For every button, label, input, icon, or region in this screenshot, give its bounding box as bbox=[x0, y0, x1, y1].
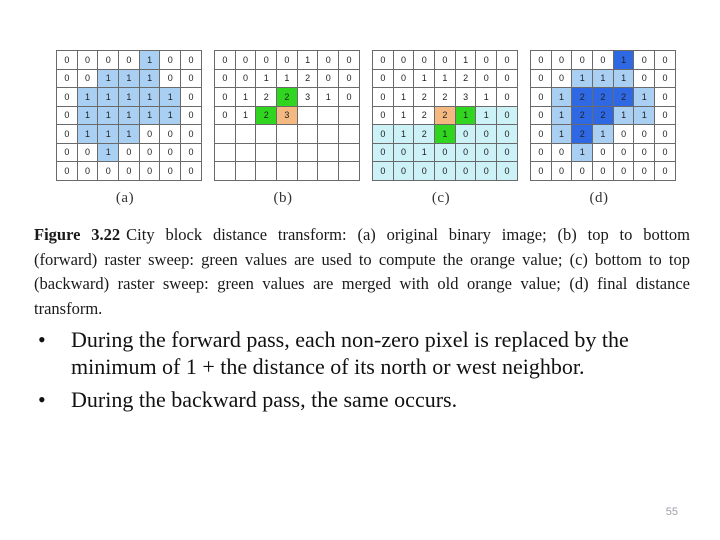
grid-cell: 0 bbox=[215, 88, 236, 107]
grid-cell: 1 bbox=[160, 88, 181, 107]
bullet-text: During the backward pass, the same occurs. bbox=[71, 387, 458, 412]
grid-cell: 0 bbox=[181, 162, 202, 181]
grid-cell: 2 bbox=[572, 88, 593, 107]
grid-cell bbox=[318, 143, 339, 162]
grid-cell: 1 bbox=[119, 88, 140, 107]
bullet-item bbox=[38, 386, 678, 413]
grid-cell: 1 bbox=[572, 143, 593, 162]
grid-cell: 0 bbox=[77, 51, 98, 70]
grid-cell: 0 bbox=[139, 125, 160, 144]
grid-cell: 0 bbox=[497, 125, 518, 144]
grid-cell: 0 bbox=[57, 69, 78, 88]
grid-cell: 0 bbox=[393, 143, 414, 162]
grid-cell: 0 bbox=[435, 162, 456, 181]
grid-cell: 0 bbox=[572, 162, 593, 181]
grid-cell: 1 bbox=[98, 106, 119, 125]
grid-cell bbox=[256, 143, 277, 162]
grid-cell: 2 bbox=[613, 88, 634, 107]
grid-cell: 0 bbox=[613, 143, 634, 162]
grid-cell: 1 bbox=[476, 88, 497, 107]
grid-cell: 1 bbox=[77, 88, 98, 107]
grid-cell: 0 bbox=[57, 125, 78, 144]
grid-row bbox=[373, 51, 518, 70]
grid-cell: 0 bbox=[373, 51, 394, 70]
grid-cell bbox=[339, 143, 360, 162]
grid-cell: 1 bbox=[297, 51, 318, 70]
grid-cell: 0 bbox=[235, 69, 256, 88]
grid-cell: 0 bbox=[634, 143, 655, 162]
grid-cell: 2 bbox=[256, 88, 277, 107]
grid-cell: 2 bbox=[414, 106, 435, 125]
grid-cell: 0 bbox=[119, 143, 140, 162]
grid-cell: 1 bbox=[77, 125, 98, 144]
grid-cell: 0 bbox=[57, 88, 78, 107]
bullet-item bbox=[38, 326, 678, 380]
grid-cell: 0 bbox=[256, 51, 277, 70]
figure-panel bbox=[56, 50, 194, 207]
grid-cell: 0 bbox=[57, 51, 78, 70]
figure-panel bbox=[214, 50, 352, 207]
grid-cell: 0 bbox=[497, 162, 518, 181]
grid-cell: 1 bbox=[414, 69, 435, 88]
grid-cell: 1 bbox=[139, 88, 160, 107]
grid-row bbox=[531, 106, 676, 125]
grid-cell: 0 bbox=[497, 143, 518, 162]
grid-cell: 2 bbox=[455, 69, 476, 88]
grid-cell: 0 bbox=[531, 69, 552, 88]
grid-cell: 0 bbox=[373, 88, 394, 107]
grid-cell: 1 bbox=[98, 125, 119, 144]
grid-cell bbox=[277, 125, 298, 144]
grid-cell: 0 bbox=[613, 125, 634, 144]
grid-cell: 0 bbox=[215, 69, 236, 88]
grid-cell: 0 bbox=[215, 51, 236, 70]
grid-cell: 0 bbox=[393, 69, 414, 88]
grid-cell: 0 bbox=[393, 51, 414, 70]
grid-cell: 3 bbox=[297, 88, 318, 107]
grid-cell: 1 bbox=[139, 51, 160, 70]
grid-cell: 1 bbox=[634, 88, 655, 107]
grid-row bbox=[215, 162, 360, 181]
grid-cell: 0 bbox=[119, 51, 140, 70]
grid-cell bbox=[339, 162, 360, 181]
grid-cell: 0 bbox=[181, 88, 202, 107]
grid-cell bbox=[297, 125, 318, 144]
page-number: 55 bbox=[665, 506, 678, 518]
grid-cell: 0 bbox=[339, 69, 360, 88]
grid-cell: 1 bbox=[235, 88, 256, 107]
grid-cell: 1 bbox=[634, 106, 655, 125]
panel-label: (c) bbox=[431, 189, 451, 206]
grid-cell: 0 bbox=[476, 69, 497, 88]
grid-cell: 2 bbox=[435, 106, 456, 125]
grid-cell: 2 bbox=[277, 88, 298, 107]
grid-cell bbox=[297, 106, 318, 125]
caption-line-1 bbox=[34, 223, 690, 248]
grid-cell: 1 bbox=[98, 88, 119, 107]
grid-cell: 0 bbox=[593, 143, 614, 162]
grid-cell: 0 bbox=[551, 162, 572, 181]
grid-cell bbox=[235, 125, 256, 144]
grid-cell: 0 bbox=[339, 51, 360, 70]
grid-cell: 0 bbox=[455, 162, 476, 181]
grid-cell: 0 bbox=[318, 69, 339, 88]
grid-cell: 1 bbox=[235, 106, 256, 125]
grid-cell: 0 bbox=[277, 51, 298, 70]
grid-cell bbox=[297, 143, 318, 162]
grid-row bbox=[373, 88, 518, 107]
grid-cell: 0 bbox=[497, 51, 518, 70]
grid-cell: 0 bbox=[414, 51, 435, 70]
bullet-list bbox=[38, 326, 678, 419]
grid-row bbox=[57, 106, 202, 125]
grid-cell: 0 bbox=[373, 143, 394, 162]
grid-row bbox=[373, 143, 518, 162]
figure-panel bbox=[530, 50, 668, 207]
grid-cell: 0 bbox=[57, 143, 78, 162]
panel-label: (b) bbox=[273, 189, 293, 206]
grid-cell: 0 bbox=[139, 143, 160, 162]
bullet-marker: • bbox=[38, 327, 46, 352]
grid-cell: 1 bbox=[455, 106, 476, 125]
grid-cell: 1 bbox=[613, 106, 634, 125]
grid-cell: 0 bbox=[181, 51, 202, 70]
grid-cell: 0 bbox=[476, 143, 497, 162]
grid-cell: 0 bbox=[373, 69, 394, 88]
grid-cell: 0 bbox=[339, 88, 360, 107]
grid-cell: 1 bbox=[435, 125, 456, 144]
grid-cell bbox=[277, 162, 298, 181]
grid-cell: 0 bbox=[551, 51, 572, 70]
grid-cell: 0 bbox=[634, 69, 655, 88]
grid-cell: 0 bbox=[531, 51, 552, 70]
grid-cell bbox=[318, 162, 339, 181]
grid-cell: 0 bbox=[634, 125, 655, 144]
grid-cell: 0 bbox=[613, 162, 634, 181]
grid-cell: 1 bbox=[551, 106, 572, 125]
grid-cell: 0 bbox=[655, 143, 676, 162]
grid-cell: 0 bbox=[655, 69, 676, 88]
grid-cell: 1 bbox=[613, 51, 634, 70]
grid-cell: 1 bbox=[119, 69, 140, 88]
grid-cell: 0 bbox=[551, 69, 572, 88]
grid-cell: 0 bbox=[435, 143, 456, 162]
grid-row bbox=[531, 162, 676, 181]
grid-cell: 0 bbox=[181, 125, 202, 144]
grid-cell: 1 bbox=[277, 69, 298, 88]
grid-cell bbox=[339, 106, 360, 125]
grid-cell: 0 bbox=[531, 143, 552, 162]
grid-cell bbox=[235, 162, 256, 181]
figure-caption bbox=[34, 223, 690, 321]
grid-cell: 3 bbox=[455, 88, 476, 107]
grid-row bbox=[57, 162, 202, 181]
grid-cell: 0 bbox=[476, 125, 497, 144]
grid-row bbox=[57, 125, 202, 144]
grid-row bbox=[373, 69, 518, 88]
grid-cell: 1 bbox=[256, 69, 277, 88]
grid-cell: 0 bbox=[77, 143, 98, 162]
grid-cell: 2 bbox=[435, 88, 456, 107]
grid-cell: 1 bbox=[613, 69, 634, 88]
grid-cell: 2 bbox=[572, 106, 593, 125]
distance-grid bbox=[214, 50, 360, 181]
grid-cell: 2 bbox=[256, 106, 277, 125]
grid-cell: 1 bbox=[393, 125, 414, 144]
grid-row bbox=[215, 125, 360, 144]
grid-cell: 0 bbox=[455, 143, 476, 162]
grid-cell: 0 bbox=[476, 51, 497, 70]
grid-cell: 1 bbox=[414, 143, 435, 162]
grid-cell: 1 bbox=[119, 125, 140, 144]
grid-cell: 2 bbox=[572, 125, 593, 144]
grid-cell: 1 bbox=[393, 88, 414, 107]
grid-cell: 0 bbox=[181, 69, 202, 88]
grid-cell: 1 bbox=[593, 69, 614, 88]
caption-line-4: transform. bbox=[34, 298, 103, 318]
grid-cell: 0 bbox=[593, 51, 614, 70]
grid-cell bbox=[339, 125, 360, 144]
grid-cell: 0 bbox=[77, 69, 98, 88]
grid-cell bbox=[235, 143, 256, 162]
grid-cell: 0 bbox=[655, 106, 676, 125]
grid-cell: 0 bbox=[373, 125, 394, 144]
grid-cell: 0 bbox=[655, 125, 676, 144]
grid-cell bbox=[318, 125, 339, 144]
grid-cell: 0 bbox=[215, 106, 236, 125]
grid-cell: 1 bbox=[119, 106, 140, 125]
grid-row bbox=[57, 143, 202, 162]
grid-cell: 1 bbox=[318, 88, 339, 107]
grid-cell: 0 bbox=[160, 125, 181, 144]
grid-cell: 0 bbox=[551, 143, 572, 162]
panel-label: (d) bbox=[589, 189, 609, 206]
grid-cell: 1 bbox=[139, 69, 160, 88]
bullet-marker: • bbox=[38, 387, 46, 412]
grid-row bbox=[215, 51, 360, 70]
grid-row bbox=[215, 88, 360, 107]
figure-panel bbox=[372, 50, 510, 207]
grid-row bbox=[215, 143, 360, 162]
grid-cell bbox=[215, 162, 236, 181]
grid-cell bbox=[277, 143, 298, 162]
grid-cell: 0 bbox=[57, 162, 78, 181]
grid-cell: 0 bbox=[160, 143, 181, 162]
grid-cell: 0 bbox=[655, 51, 676, 70]
grid-row bbox=[531, 51, 676, 70]
grid-row bbox=[531, 143, 676, 162]
grid-cell: 0 bbox=[497, 69, 518, 88]
grid-cell bbox=[318, 106, 339, 125]
grid-cell: 1 bbox=[98, 69, 119, 88]
grid-cell: 1 bbox=[476, 106, 497, 125]
grid-row bbox=[531, 69, 676, 88]
grid-cell: 1 bbox=[572, 69, 593, 88]
grid-cell bbox=[256, 162, 277, 181]
grid-cell: 0 bbox=[57, 106, 78, 125]
caption-line-3: (backward) raster sweep: green values are merged with old orange value; (d) final distance bbox=[34, 274, 690, 293]
grid-cell: 0 bbox=[373, 106, 394, 125]
grid-cell: 0 bbox=[497, 106, 518, 125]
grid-row bbox=[215, 69, 360, 88]
grid-cell bbox=[297, 162, 318, 181]
grid-cell: 0 bbox=[77, 162, 98, 181]
panel-label: (a) bbox=[115, 189, 135, 206]
grid-cell bbox=[256, 125, 277, 144]
distance-grid bbox=[56, 50, 202, 181]
grid-cell: 0 bbox=[160, 51, 181, 70]
distance-grid bbox=[372, 50, 518, 181]
grid-cell: 0 bbox=[531, 125, 552, 144]
grid-cell: 1 bbox=[435, 69, 456, 88]
grid-row bbox=[373, 125, 518, 144]
grid-cell: 0 bbox=[634, 51, 655, 70]
grid-row bbox=[373, 162, 518, 181]
grid-cell: 0 bbox=[119, 162, 140, 181]
grid-cell: 1 bbox=[98, 143, 119, 162]
grid-cell: 0 bbox=[160, 69, 181, 88]
grid-cell: 1 bbox=[551, 88, 572, 107]
grid-cell bbox=[215, 143, 236, 162]
grid-row bbox=[215, 106, 360, 125]
distance-grid bbox=[530, 50, 676, 181]
grid-cell: 1 bbox=[593, 125, 614, 144]
figure-label: Figure 3.22 bbox=[34, 225, 121, 244]
grid-cell: 2 bbox=[593, 106, 614, 125]
grid-cell: 1 bbox=[455, 51, 476, 70]
grid-cell: 0 bbox=[531, 88, 552, 107]
grid-cell: 1 bbox=[160, 106, 181, 125]
grid-cell: 0 bbox=[634, 162, 655, 181]
grid-cell: 2 bbox=[414, 88, 435, 107]
grid-row bbox=[57, 51, 202, 70]
grid-cell: 3 bbox=[277, 106, 298, 125]
grid-cell: 0 bbox=[414, 162, 435, 181]
grid-cell: 0 bbox=[497, 88, 518, 107]
bullet-text: During the forward pass, each non-zero pixel is replaced by the minimum of 1 + the distance of its north or west neighbor. bbox=[71, 327, 629, 379]
grid-cell: 2 bbox=[593, 88, 614, 107]
grid-cell: 0 bbox=[531, 162, 552, 181]
grid-cell: 0 bbox=[139, 162, 160, 181]
grid-cell: 2 bbox=[297, 69, 318, 88]
grid-row bbox=[531, 125, 676, 144]
grid-cell: 0 bbox=[572, 51, 593, 70]
grid-cell: 1 bbox=[551, 125, 572, 144]
grid-cell: 0 bbox=[435, 51, 456, 70]
grid-cell: 0 bbox=[235, 51, 256, 70]
grid-row bbox=[373, 106, 518, 125]
grid-cell: 1 bbox=[393, 106, 414, 125]
grid-cell: 0 bbox=[531, 106, 552, 125]
grid-cell: 0 bbox=[181, 106, 202, 125]
figure-panels bbox=[56, 50, 668, 207]
grid-cell: 0 bbox=[160, 162, 181, 181]
grid-cell bbox=[215, 125, 236, 144]
grid-cell: 1 bbox=[77, 106, 98, 125]
grid-cell: 0 bbox=[181, 143, 202, 162]
grid-cell: 0 bbox=[655, 162, 676, 181]
grid-cell: 0 bbox=[373, 162, 394, 181]
grid-cell: 0 bbox=[393, 162, 414, 181]
grid-cell: 0 bbox=[98, 162, 119, 181]
grid-row bbox=[57, 88, 202, 107]
caption-line-1-text: City block distance transform: (a) original binary image; (b) top to bottom bbox=[126, 225, 690, 244]
grid-cell: 0 bbox=[455, 125, 476, 144]
grid-row bbox=[57, 69, 202, 88]
grid-cell: 1 bbox=[139, 106, 160, 125]
grid-cell: 2 bbox=[414, 125, 435, 144]
grid-cell: 0 bbox=[318, 51, 339, 70]
grid-row bbox=[531, 88, 676, 107]
grid-cell: 0 bbox=[593, 162, 614, 181]
grid-cell: 0 bbox=[98, 51, 119, 70]
grid-cell: 0 bbox=[476, 162, 497, 181]
grid-cell: 0 bbox=[655, 88, 676, 107]
caption-line-2: (forward) raster sweep: green values are used to compute the orange value; (c) bottom to top bbox=[34, 249, 690, 269]
